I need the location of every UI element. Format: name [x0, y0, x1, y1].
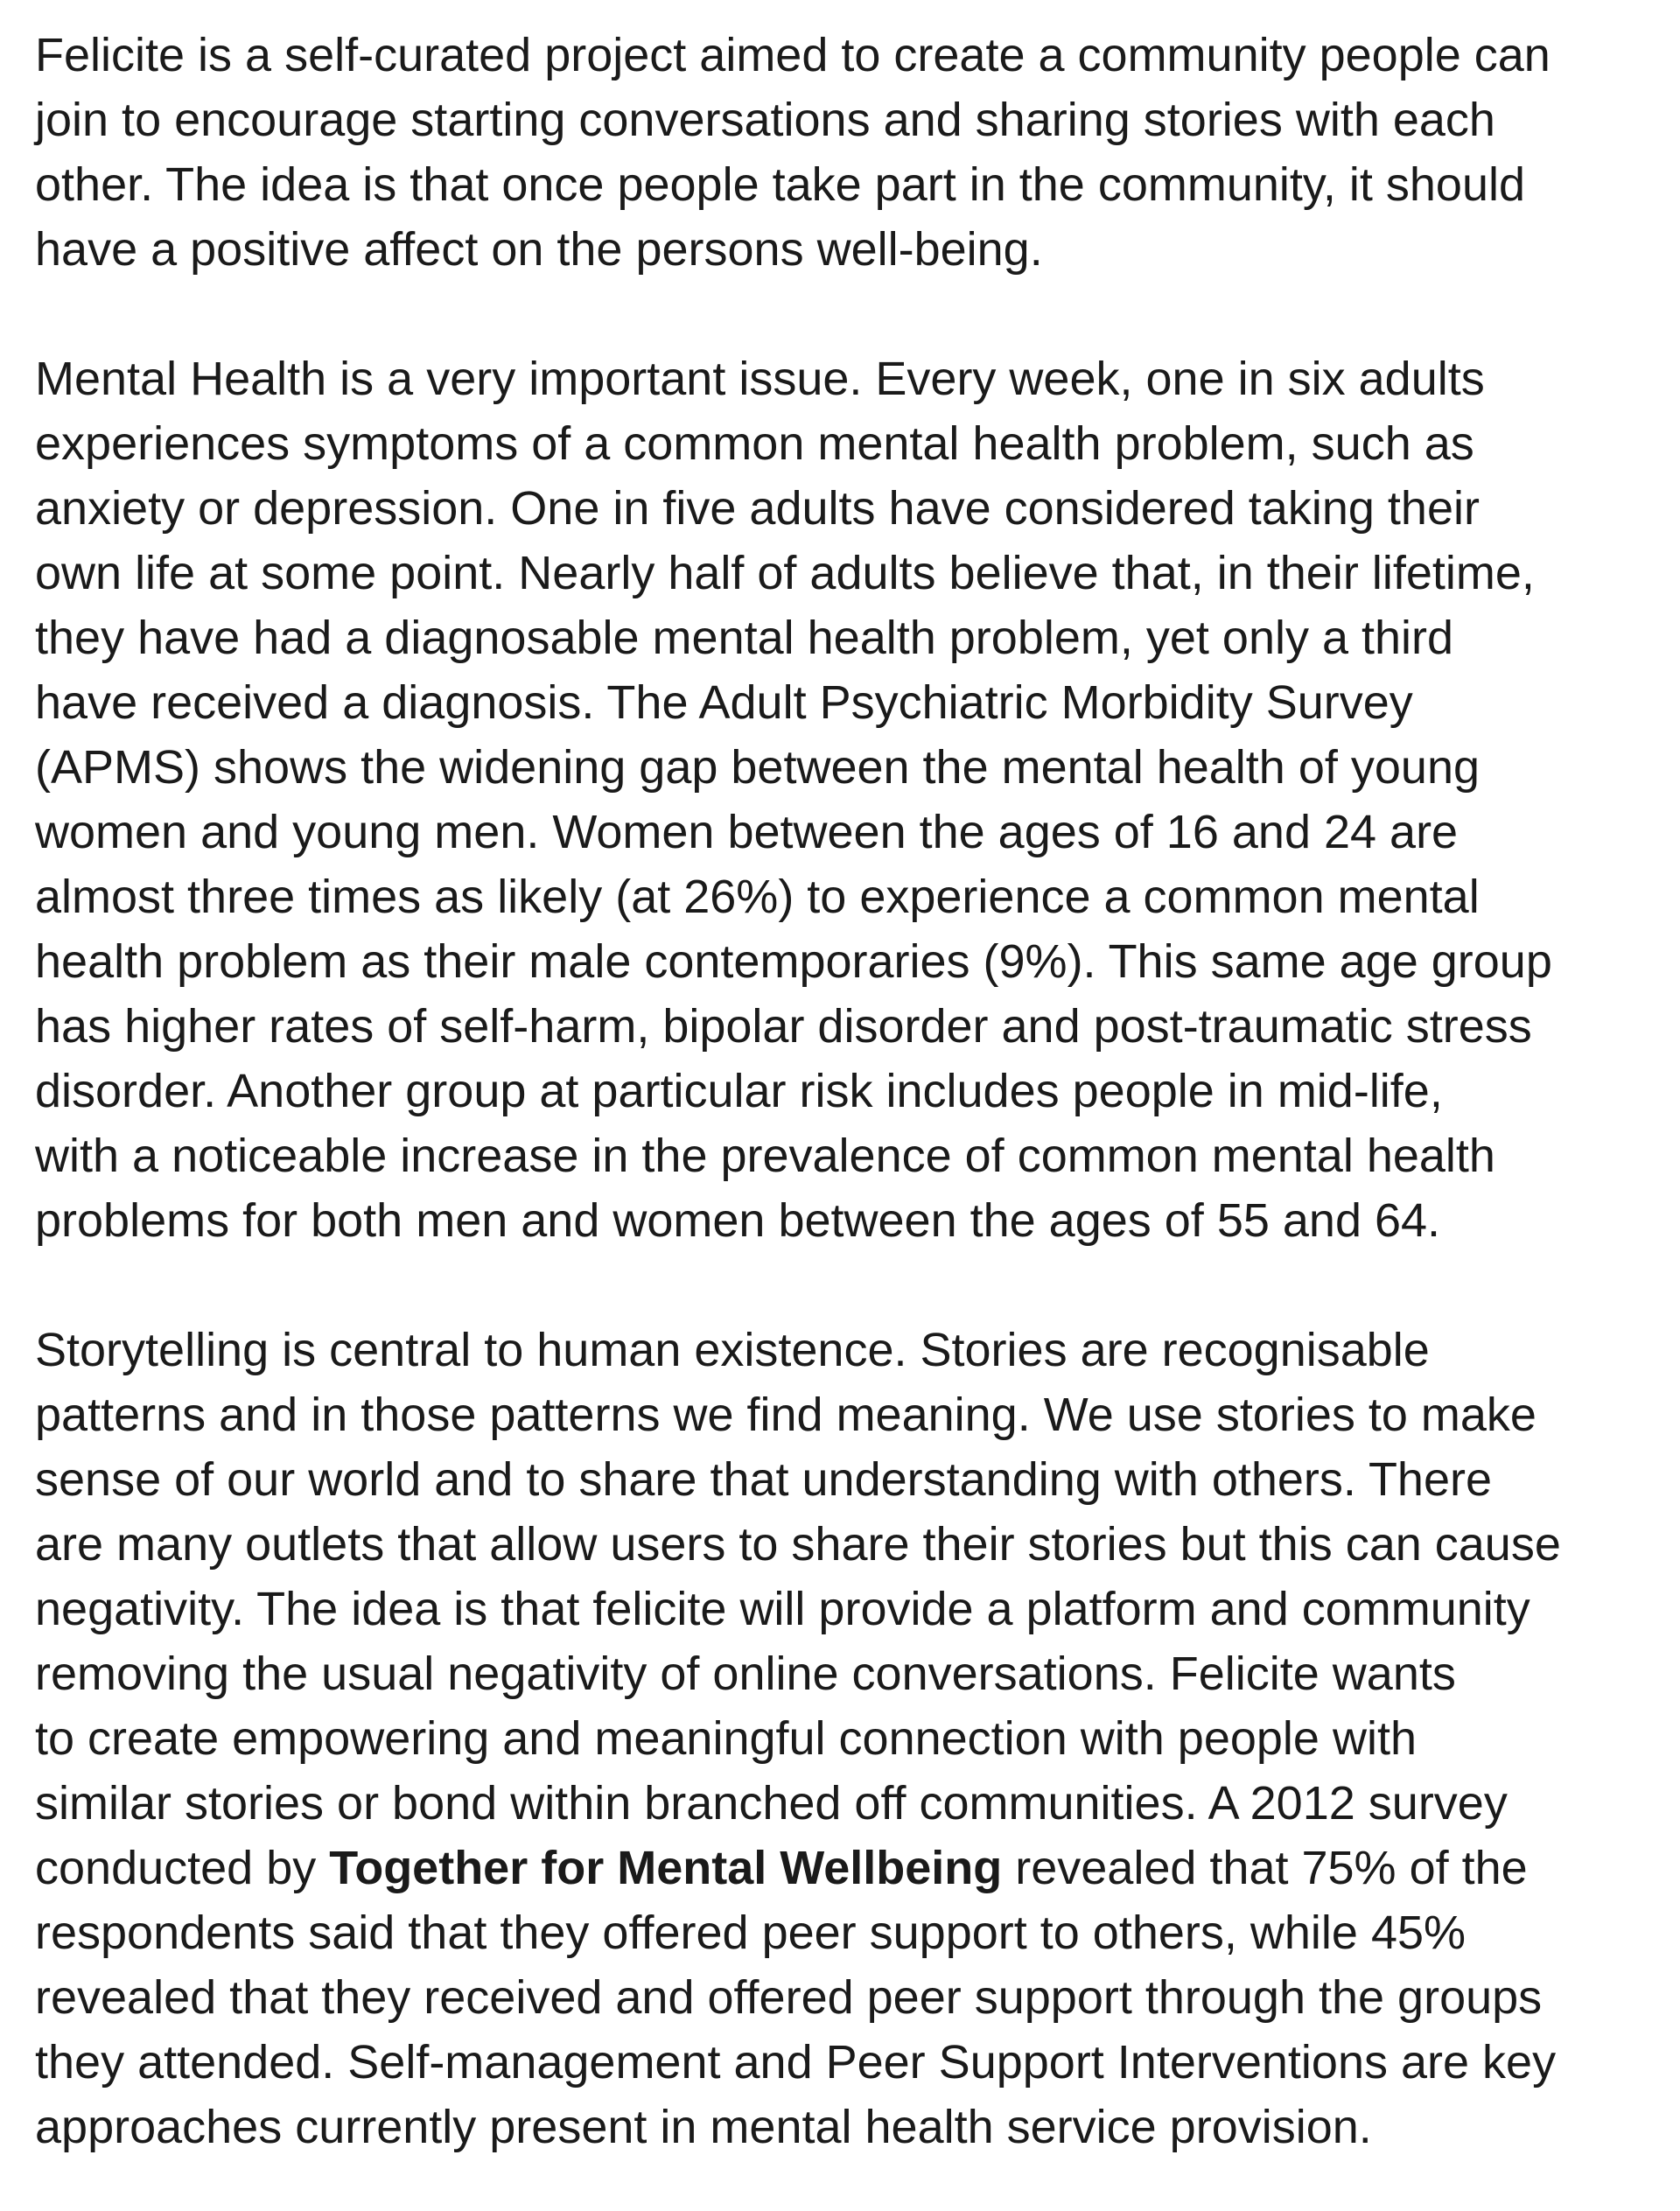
text-line: with a noticeable increase in the prevalence of common mental health: [35, 1130, 1495, 1182]
text-line: have received a diagnosis. The Adult Psychiatric Morbidity Survey: [35, 676, 1413, 729]
text-segment: conducted by: [35, 1842, 330, 1894]
text-line: Mental Health is a very important issue. Every week, one in six adults: [35, 353, 1485, 405]
text-line: are many outlets that allow users to share their stories but this can cause: [35, 1518, 1561, 1571]
text-segment: revealed that 75% of the: [1002, 1842, 1528, 1894]
paragraph-mental-health: [35, 346, 1662, 1253]
text-line: have a positive affect on the persons well-being.: [35, 223, 1043, 276]
text-line: negativity. The idea is that felicite will provide a platform and community: [35, 1583, 1530, 1635]
text-line: approaches currently present in mental health service provision.: [35, 2101, 1372, 2153]
paragraph-storytelling: [35, 1318, 1662, 2159]
text-line: women and young men. Women between the ages of 16 and 24 are: [35, 806, 1459, 858]
text-line: Felicite is a self-curated project aimed to create a community people can: [35, 29, 1550, 81]
text-line-with-emphasis: [35, 1836, 1662, 1900]
text-line: anxiety or depression. One in five adults have considered taking their: [35, 482, 1480, 535]
paragraph-spacer: [35, 282, 1662, 346]
paragraph-spacer: [35, 1253, 1662, 1318]
text-line: Storytelling is central to human existence. Stories are recognisable: [35, 1324, 1430, 1376]
text-line: health problem as their male contemporaries (9%). This same age group: [35, 935, 1552, 988]
text-line: patterns and in those patterns we find meaning. We use stories to make: [35, 1389, 1536, 1441]
text-line: disorder. Another group at particular risk includes people in mid-life,: [35, 1065, 1443, 1117]
text-line: has higher rates of self-harm, bipolar disorder and post-traumatic stress: [35, 1000, 1532, 1053]
text-line: revealed that they received and offered peer support through the groups: [35, 1971, 1543, 2024]
text-line: other. The idea is that once people take part in the community, it should: [35, 158, 1526, 211]
text-line: join to encourage starting conversations and sharing stories with each: [35, 94, 1495, 146]
organization-name: Together for Mental Wellbeing: [329, 1842, 1003, 1894]
text-line: similar stories or bond within branched off communities. A 2012 survey: [35, 1777, 1508, 1830]
text-line: (APMS) shows the widening gap between the mental health of young: [35, 741, 1480, 794]
document-body: [35, 23, 1662, 2159]
text-line: sense of our world and to share that understanding with others. There: [35, 1453, 1493, 1506]
text-line: own life at some point. Nearly half of adults believe that, in their lifetime,: [35, 547, 1535, 599]
paragraph-intro: [35, 23, 1662, 282]
text-line: respondents said that they offered peer support to others, while 45%: [35, 1907, 1466, 1959]
text-line: removing the usual negativity of online conversations. Felicite wants: [35, 1648, 1456, 1700]
text-line: problems for both men and women between the ages of 55 and 64.: [35, 1194, 1441, 1247]
text-line: almost three times as likely (at 26%) to experience a common mental: [35, 871, 1480, 923]
text-line: experiences symptoms of a common mental health problem, such as: [35, 417, 1474, 470]
text-line: they attended. Self-management and Peer Support Interventions are key: [35, 2036, 1557, 2089]
text-line: they have had a diagnosable mental health problem, yet only a third: [35, 612, 1454, 664]
text-line: to create empowering and meaningful connection with people with: [35, 1712, 1417, 1765]
